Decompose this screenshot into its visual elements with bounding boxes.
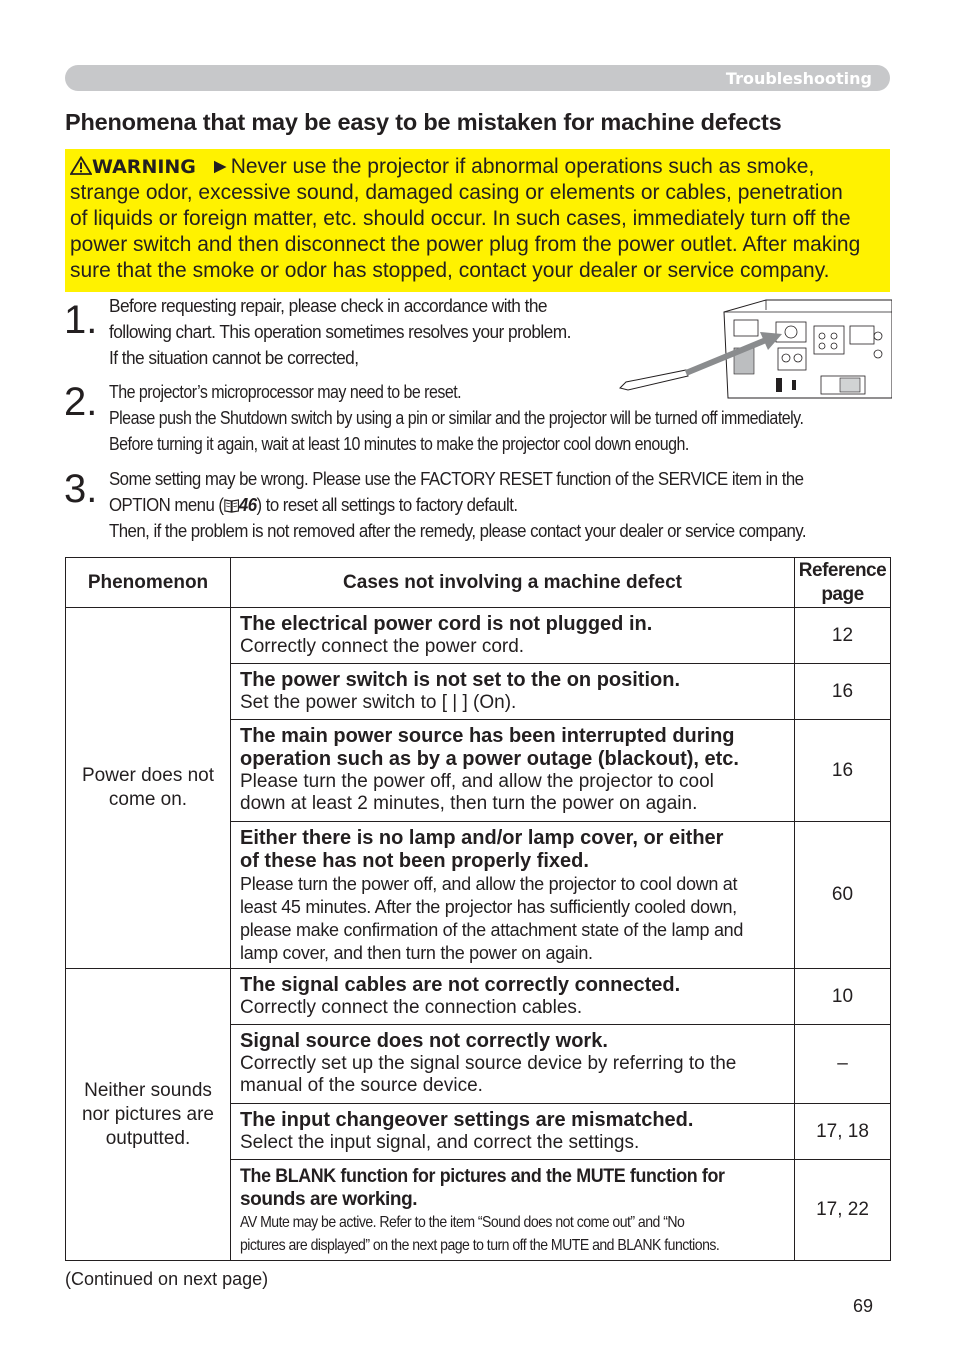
case-cell: [231, 664, 795, 720]
section-header-bar: [65, 65, 890, 91]
reference-page-cell: 17, 22: [795, 1160, 891, 1261]
reference-page-cell: 60: [795, 822, 891, 969]
step-3-text-after-ref: ) to reset all settings to factory default.: [256, 494, 518, 515]
phenomenon-line: nor pictures are: [81, 1103, 214, 1125]
case-title: The power switch is not set to the on position.: [240, 669, 681, 691]
table-row: [66, 608, 891, 664]
phenomenon-line: come on.: [108, 789, 188, 810]
case-title: of these has not been properly fixed.: [240, 850, 589, 872]
case-cell: [231, 608, 795, 664]
step-1-number: 1.: [64, 298, 98, 342]
phenomenon-line: Neither sounds: [84, 1079, 212, 1101]
step-1-line: Before requesting repair, please check in accordance with the: [109, 295, 547, 316]
table-row: [66, 969, 891, 1025]
case-remedy: please make confirmation of the attachment state of the lamp and: [240, 920, 744, 940]
case-remedy: Please turn the power off, and allow the projector to cool: [240, 771, 714, 792]
book-reference-icon: [223, 498, 238, 513]
step-3-number: 3.: [64, 467, 98, 511]
reference-page-cell: 16: [795, 664, 891, 720]
warning-line-3: of liquids or foreign matter, etc. should occur. In such cases, immediately turn off the: [70, 207, 851, 230]
step-2-line: Please push the Shutdown switch by using a pin or similar and the projector will be turned off immediately.: [109, 407, 804, 428]
case-title: The input changeover settings are mismatched.: [240, 1109, 694, 1131]
step-3-line: [109, 492, 806, 518]
case-title: sounds are working.: [240, 1189, 418, 1210]
phenomenon-line: outputted.: [105, 1127, 191, 1149]
reference-page-cell: 10: [795, 969, 891, 1025]
header-ref-line: Reference: [798, 559, 887, 581]
page-title: Phenomena that may be easy to be mistaken for machine defects: [65, 109, 782, 135]
warning-line-2: strange odor, excessive sound, damaged casing or elements or cables, penetration: [70, 181, 843, 204]
phenomenon-line: Power does not: [81, 765, 215, 786]
case-remedy: Select the input signal, and correct the settings.: [240, 1132, 640, 1153]
case-remedy: Correctly set up the signal source device by referring to the: [240, 1053, 737, 1074]
warning-line-5: sure that the smoke or odor has stopped, contact your dealer or service company.: [70, 259, 830, 282]
case-cell: [231, 1104, 795, 1160]
header-phenomenon: Phenomenon: [66, 558, 231, 608]
case-cell: [231, 720, 795, 822]
table-header-row: [66, 558, 891, 608]
case-remedy: least 45 minutes. After the projector has sufficiently cooled down,: [240, 897, 737, 917]
case-remedy: Correctly connect the connection cables.: [240, 997, 583, 1018]
step-3-line: Some setting may be wrong. Please use the FACTORY RESET function of the SERVICE item in the: [109, 468, 804, 489]
warning-text: Never use the projector if abnormal operations such as smoke,: [230, 155, 815, 178]
case-remedy: AV Mute may be active. Refer to the item “Sound does not come out” and “No: [240, 1214, 685, 1231]
step-2-number: 2.: [64, 380, 98, 424]
case-remedy: Please turn the power off, and allow the projector to cool down at: [240, 874, 738, 894]
section-label: Troubleshooting: [725, 69, 872, 88]
case-title: Either there is no lamp and/or lamp cover, or either: [240, 827, 724, 849]
step-3-line: Then, if the problem is not removed after the remedy, please contact your dealer or service company.: [109, 520, 807, 541]
case-cell: [231, 1025, 795, 1104]
case-remedy: Set the power switch to [ | ] (On).: [240, 692, 517, 713]
header-ref-line: page: [821, 583, 864, 605]
step-2-line: Before turning it again, wait at least 10 minutes to make the projector cool down enough.: [109, 433, 689, 454]
step-1-line: following chart. This operation sometimes resolves your problem.: [109, 321, 571, 342]
header-cases: Cases not involving a machine defect: [231, 558, 795, 608]
step-3-text: [109, 466, 806, 544]
case-cell: [231, 1160, 795, 1261]
case-title: operation such as by a power outage (blackout), etc.: [240, 748, 739, 770]
case-title: The BLANK function for pictures and the MUTE function for: [240, 1166, 725, 1187]
step-2-text: [109, 379, 803, 457]
case-cell: [231, 822, 795, 969]
step-2-line: The projector’s microprocessor may need to be reset.: [109, 381, 462, 402]
warning-line-1: [70, 154, 884, 180]
warning-line-4: power switch and then disconnect the power plug from the power outlet. After making: [70, 233, 861, 256]
troubleshooting-table: [65, 557, 891, 1261]
case-title: The signal cables are not correctly connected.: [240, 974, 681, 996]
reference-page-cell: 12: [795, 608, 891, 664]
step-1-text: [109, 293, 571, 371]
case-remedy: down at least 2 minutes, then turn the power on again.: [240, 793, 698, 814]
page-number: 69: [853, 1296, 874, 1316]
case-remedy: Correctly connect the power cord.: [240, 636, 525, 657]
reference-page-cell: –: [795, 1025, 891, 1104]
warning-box: [65, 149, 890, 292]
reference-page-cell: 17, 18: [795, 1104, 891, 1160]
phenomenon-cell: [66, 608, 231, 969]
warning-label: WARNING: [92, 156, 196, 178]
case-remedy: lamp cover, and then turn the power on again.: [240, 943, 593, 963]
step-3-ref-page-link[interactable]: 46: [238, 494, 257, 515]
case-remedy: pictures are displayed” on the next page to turn off the MUTE and BLANK functions.: [240, 1237, 720, 1254]
warning-triangle-icon: [70, 156, 92, 175]
warning-arrow-icon: ►: [209, 155, 231, 178]
step-1-line: If the situation cannot be corrected,: [109, 347, 359, 368]
continued-note: (Continued on next page): [65, 1269, 269, 1289]
header-reference-page: [795, 558, 891, 608]
case-title: The main power source has been interrupted during: [240, 725, 735, 747]
step-3-text-before-ref: OPTION menu (: [109, 494, 224, 515]
phenomenon-cell: [66, 969, 231, 1261]
case-title: Signal source does not correctly work.: [240, 1030, 608, 1052]
case-remedy: manual of the source device.: [240, 1075, 483, 1096]
case-title: The electrical power cord is not plugged in.: [240, 613, 653, 635]
reference-page-cell: 16: [795, 720, 891, 822]
case-cell: [231, 969, 795, 1025]
